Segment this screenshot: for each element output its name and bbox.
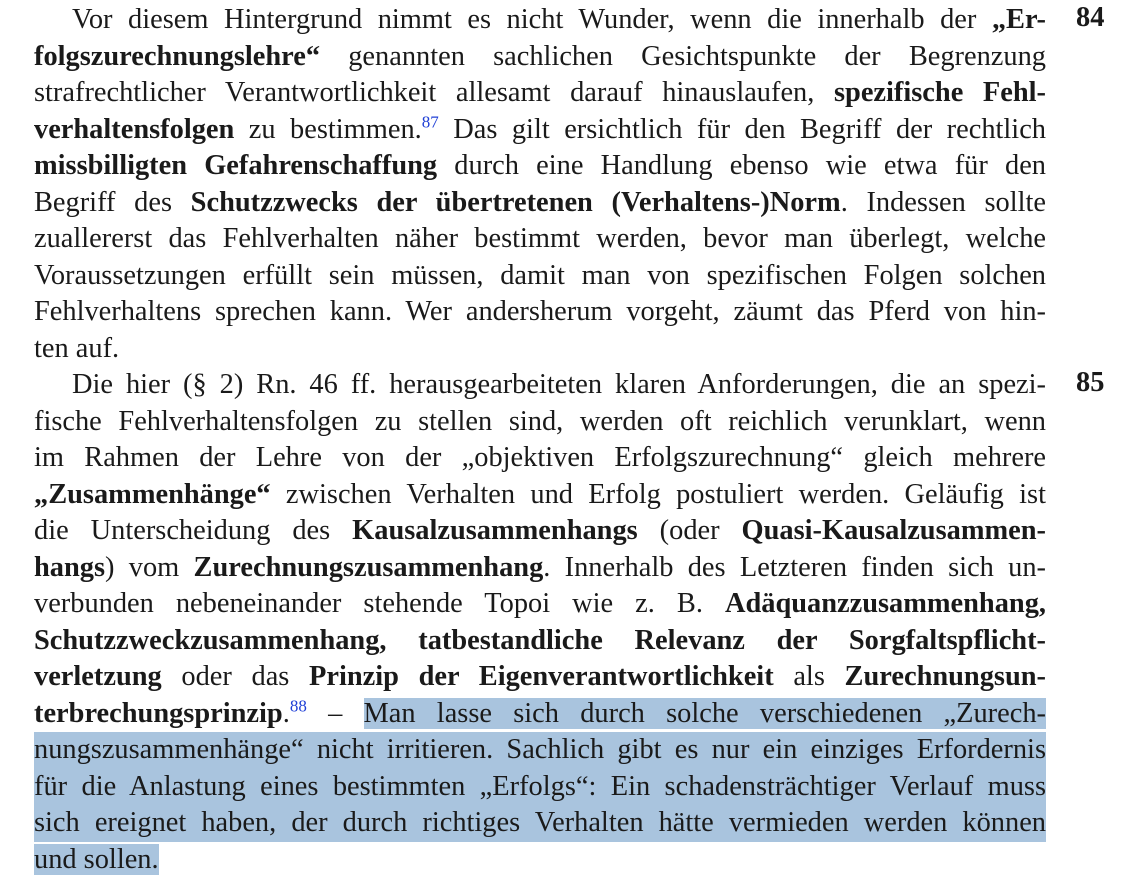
text-line: Schutzzweckzusammenhang, tatbestandliche Relevanz der Sorgfaltspflicht- [34,624,1046,656]
text-line: verhaltensfolgen zu bestimmen.$^{87}$ Das gilt ersichtlich für den Begriff der rechtlich [34,112,1046,145]
highlighted-line[interactable]: sich ereignet haben, der durch richtiges Verhalten hätte vermieden werden können [34,805,1046,842]
text-line: Fehlverhaltens sprechen kann. Wer andersherum vorgeht, zäumt das Pferd von hin- [34,296,1046,327]
footnote-ref-87[interactable]: 87 [421,112,439,132]
text-line: Die hier (§ 2) Rn. 46 ff. herausgearbeiteten klaren Anforderungen, die an spezi- [72,369,1046,400]
highlighted-line[interactable]: für die Anlastung eines bestimmten „Erfolgs“: Ein schadensträchtiger Verlauf muss [34,769,1046,806]
text-line: hangs) vom Zurechnungszusammenhang. Innerhalb des Letzteren finden sich un- [34,551,1047,583]
footnote-ref-88[interactable]: 88 [289,696,307,716]
margin-number-85: 85 [1076,367,1105,398]
text-line: Begriff des Schutzzwecks der übertretenen (Verhaltens-)Norm. Indessen sollte [34,186,1046,218]
text-line: im Rahmen der Lehre von der „objektiven Erfolgszurechnung“ gleich mehrere [34,442,1046,473]
text-line: folgszurechnungslehre“ genannten sachlichen Gesichtspunkte der Begrenzung [34,40,1046,72]
text-line: strafrechtlicher Verantwortlichkeit allesamt darauf hinauslaufen, spezifische Fehl- [34,77,1046,108]
highlighted-selection[interactable]: und sollen. [34,843,159,875]
text-line [34,842,1046,879]
highlighted-line[interactable]: nungszusammenhänge“ nicht irritieren. Sachlich gibt es nur ein einziges Erfordernis [34,732,1046,769]
text-line: Vor diesem Hintergrund nimmt es nicht Wunder, wenn die innerhalb der „Er- [72,4,1046,35]
text-line: verbunden nebeneinander stehende Topoi wie z. B. Adäquanzzusammenhang, [34,588,1046,619]
text-line: missbilligten Gefahrenschaffung durch eine Handlung ebenso wie etwa für den [34,150,1046,181]
text-line: verletzung oder das Prinzip der Eigenverantwortlichkeit als Zurechnungsun- [34,661,1046,692]
text-line: zuallererst das Fehlverhalten näher bestimmt werden, bevor man überlegt, welche [34,223,1046,254]
text-line: die Unterscheidung des Kausalzusammenhangs (oder Quasi-Kausalzusammen- [34,515,1046,546]
text-line: terbrechungsprinzip.$^{88}$ – Man lasse sich durch solche verschiedenen „Zurech- [34,696,1046,729]
paragraph-84 [34,2,1046,367]
margin-number-84: 84 [1076,2,1105,33]
text-line: „Zusammenhänge“ zwischen Verhalten und Erfolg postuliert werden. Geläufig ist [34,478,1046,510]
paragraph-85 [34,367,1046,878]
highlighted-selection[interactable]: Man lasse sich durch solche verschiedenen „Zurech- [363,697,1046,729]
text-line: fische Fehlverhaltensfolgen zu stellen sind, werden oft reichlich verunklart, wenn [34,405,1046,437]
text-line: Voraussetzungen erfüllt sein müssen, damit man von spezifischen Folgen solchen [34,259,1046,291]
text-line: ten auf. [34,332,120,364]
